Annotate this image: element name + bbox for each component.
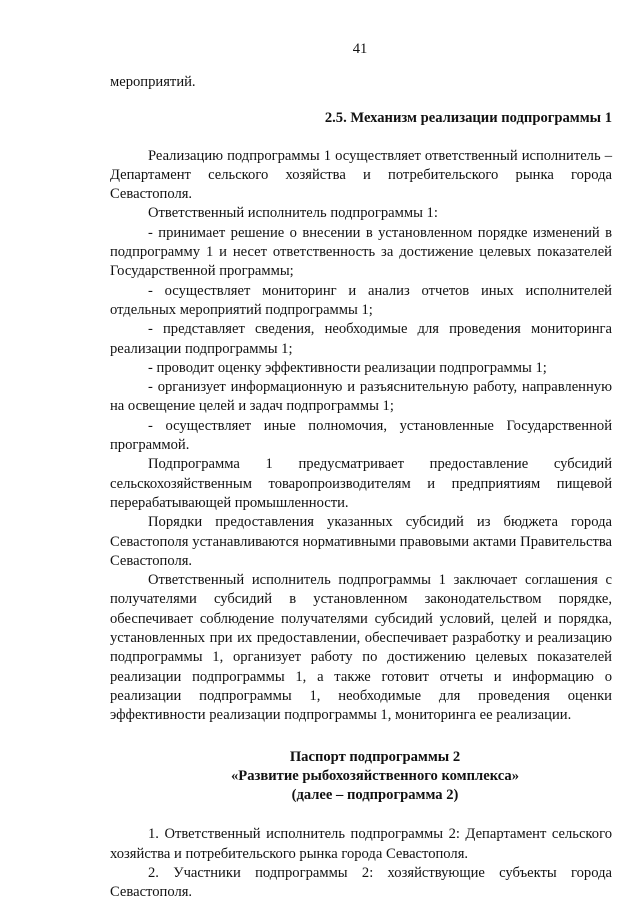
paragraph-agreements: Ответственный исполнитель подпрограммы 1 заключает соглашения с получателями субсидий в установленном законодательством порядке, обеспечивает соблюдение получателями субсидий условий, целей и порядка, установленных при их предоставлении, обеспечивает разработку и реализацию подпрограммы 1, организует работу по достижению целевых показателей реализации подпрограммы 1, а также готовит отчеты и информацию о реализации подпрограммы 1, необходимые для проведения оценки эффективности реализации подпрограммы 1, мониторинга ее реализации. (110, 572, 612, 724)
page-number: 41 (352, 41, 368, 57)
list-item-monitoring: - осуществляет мониторинг и анализ отчетов иных исполнителей отдельных мероприятий подпрограммы 1; (110, 282, 612, 318)
paragraph-executor-intro: Ответственный исполнитель подпрограммы 1: (148, 205, 438, 222)
document-body (110, 73, 612, 903)
intro-line: мероприятий. (110, 74, 196, 90)
paragraph-subsidies: Подпрограмма 1 предусматривает предоставление субсидий сельскохозяйственным товаропроизводителям и предприятиям пищевой перерабатывающей промышленности. (110, 456, 612, 511)
passport-title: Паспорт подпрограммы 2 (289, 748, 461, 765)
paragraph-procedures: Порядки предоставления указанных субсидий из бюджета города Севастополя устанавливаются нормативными правовыми актами Правительства Севастополя. (110, 514, 612, 569)
passport-item-executor: 1. Ответственный исполнитель подпрограммы 2: Департамент сельского хозяйства и потребительского рынка города Севастополя. (110, 826, 612, 862)
paragraph-implementation: Реализацию подпрограммы 1 осуществляет ответственный исполнитель – Департамент сельского хозяйства и потребительского рынка города Севастополя. (110, 147, 612, 203)
passport-item-participants: 2. Участники подпрограммы 2: хозяйствующие субъекты города Севастополя. (110, 864, 612, 901)
section-title: 2.5. Механизм реализации подпрограммы 1 (324, 110, 612, 127)
list-item-evaluation: - проводит оценку эффективности реализации подпрограммы 1; (148, 359, 547, 376)
list-item-decision: - принимает решение о внесении в установленном порядке изменений в подпрограмму 1 и несет ответственность за достижение целевых показателей Государственной программы; (110, 224, 612, 280)
list-item-information: - организует информационную и разъяснительную работу, направленную на освещение целей и задач подпрограммы 1; (110, 379, 612, 415)
passport-subtitle: «Развитие рыбохозяйственного комплекса» (231, 767, 519, 784)
passport-note: (далее – подпрограмма 2) (291, 787, 459, 804)
passport-heading (110, 748, 612, 806)
list-item-other-powers: - осуществляет иные полномочия, установленные Государственной программой. (110, 417, 612, 454)
list-item-reporting: - представляет сведения, необходимые для проведения мониторинга реализации подпрограммы 1; (110, 321, 612, 357)
